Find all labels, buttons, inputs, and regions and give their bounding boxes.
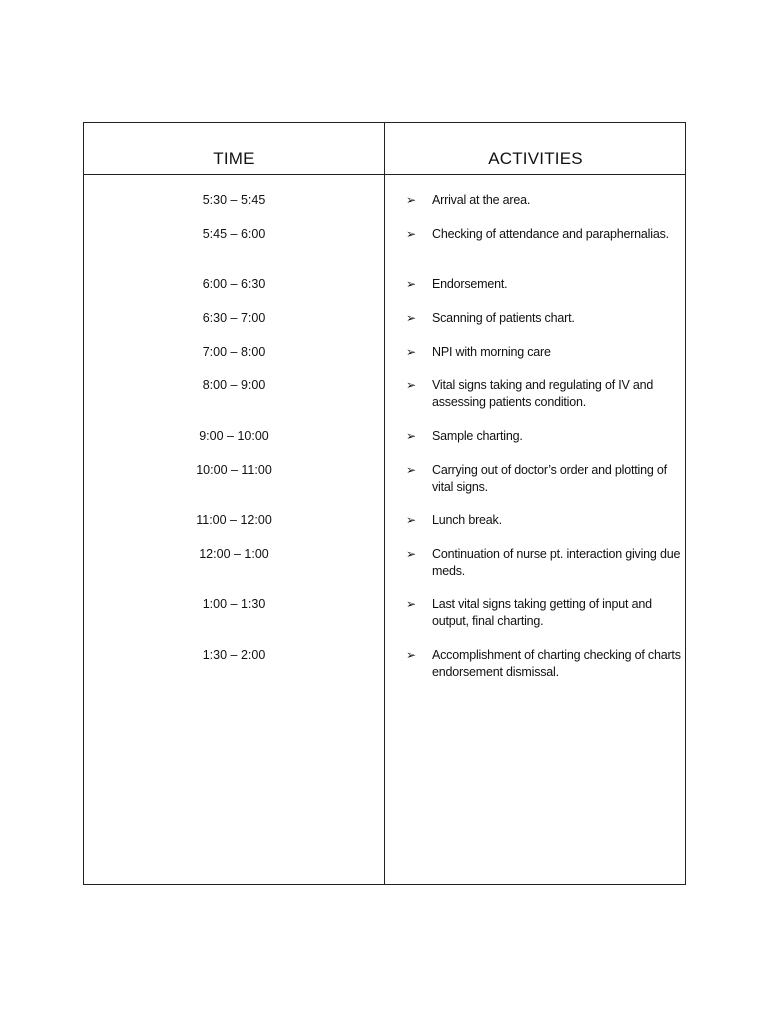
activity-text: Arrival at the area. (432, 193, 531, 207)
activity-text: Last vital signs taking getting of input and output, final charting. (432, 597, 652, 628)
activity-cell (406, 546, 682, 580)
time-cell: 9:00 – 10:00 (199, 429, 269, 443)
header-time: TIME (213, 149, 255, 168)
activity-cell (406, 377, 682, 411)
arrowhead-bullet-icon: ➢ (406, 513, 416, 527)
arrowhead-bullet-icon: ➢ (406, 277, 416, 291)
arrowhead-bullet-icon: ➢ (406, 311, 416, 325)
time-cell: 8:00 – 9:00 (202, 378, 266, 392)
arrowhead-bullet-icon: ➢ (406, 345, 416, 359)
time-cell: 5:30 – 5:45 (202, 193, 266, 207)
time-cell: 12:00 – 1:00 (199, 547, 269, 561)
arrowhead-bullet-icon: ➢ (406, 648, 416, 662)
activity-cell (406, 512, 682, 529)
activity-cell (406, 596, 682, 630)
time-cell: 6:00 – 6:30 (202, 277, 266, 291)
activity-cell (406, 276, 682, 293)
arrowhead-bullet-icon: ➢ (406, 463, 416, 477)
activity-cell (406, 462, 682, 496)
activity-text: Endorsement. (432, 277, 508, 291)
arrowhead-bullet-icon: ➢ (406, 378, 416, 392)
activity-text: Vital signs taking and regulating of IV and assessing patients condition. (432, 378, 654, 409)
activity-cell (406, 226, 682, 243)
header-activities: ACTIVITIES (488, 149, 583, 168)
activity-text: Lunch break. (432, 513, 502, 527)
table-header-row (84, 123, 685, 175)
time-cell: 1:30 – 2:00 (202, 648, 266, 662)
activity-text: NPI with morning care (432, 345, 551, 359)
time-cell: 6:30 – 7:00 (202, 311, 266, 325)
time-cell: 7:00 – 8:00 (202, 345, 266, 359)
activity-text: Continuation of nurse pt. interaction giving due meds. (432, 547, 681, 578)
activity-text: Accomplishment of charting checking of charts endorsement dismissal. (432, 648, 681, 679)
time-cell: 1:00 – 1:30 (202, 597, 266, 611)
activity-cell (406, 310, 682, 327)
activity-text: Carrying out of doctor’s order and plotting of vital signs. (432, 463, 667, 494)
activity-cell (406, 428, 682, 445)
time-cell: 5:45 – 6:00 (202, 227, 266, 241)
column-divider (384, 123, 385, 884)
arrowhead-bullet-icon: ➢ (406, 227, 416, 241)
arrowhead-bullet-icon: ➢ (406, 429, 416, 443)
arrowhead-bullet-icon: ➢ (406, 193, 416, 207)
activity-text: Checking of attendance and paraphernalias. (432, 227, 669, 241)
activity-text: Sample charting. (432, 429, 523, 443)
activity-cell (406, 344, 682, 361)
activity-cell (406, 192, 682, 209)
schedule-table (83, 122, 686, 885)
activity-text: Scanning of patients chart. (432, 311, 575, 325)
activity-cell (406, 647, 682, 681)
arrowhead-bullet-icon: ➢ (406, 547, 416, 561)
arrowhead-bullet-icon: ➢ (406, 597, 416, 611)
time-cell: 11:00 – 12:00 (196, 513, 272, 527)
time-cell: 10:00 – 11:00 (196, 463, 272, 477)
